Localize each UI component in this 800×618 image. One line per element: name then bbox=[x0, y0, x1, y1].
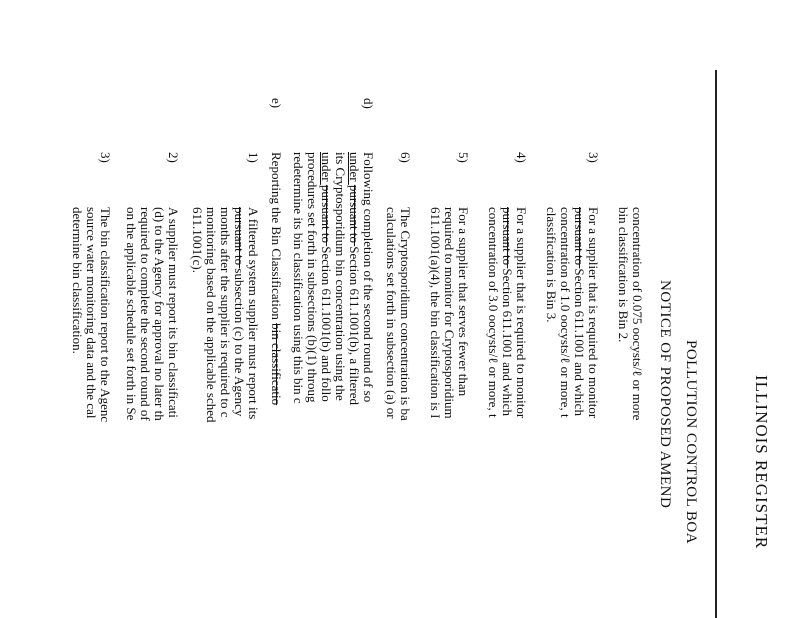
text-line: A filtered system supplier must report its bbox=[246, 207, 261, 420]
section-label: e) bbox=[269, 98, 284, 109]
text-line: its Cryptosporidium bin concentration using the bbox=[333, 152, 348, 401]
text-line: For a supplier that is required to monitor bbox=[514, 207, 529, 419]
text-line: For a supplier that serves fewer than bbox=[456, 207, 471, 397]
text-line: under pursuant to Section 611.1001(b), a filtered bbox=[347, 152, 362, 405]
text-line: on the applicable schedule set forth in Se bbox=[124, 207, 139, 421]
header-rule bbox=[715, 70, 717, 618]
text-line: concentration of 1.0 oocysts/ℓ or more, t bbox=[558, 207, 573, 418]
text-line: determine bin classification. bbox=[70, 207, 85, 354]
item-label: 2) bbox=[166, 152, 181, 163]
text-line: concentration of 3.0 oocysts/ℓ or more, t bbox=[486, 207, 501, 418]
text-line: pursuant to Section 611.1001 and which bbox=[500, 207, 515, 416]
register-header: ILLINOIS REGISTER bbox=[752, 375, 771, 550]
section-heading: Reporting the Bin Classification bin classificatio bbox=[269, 152, 284, 406]
text-line: required to complete the second round of bbox=[138, 207, 153, 421]
text-line: classification is Bin 3. bbox=[544, 207, 559, 323]
text-line: Following completion of the second round of so bbox=[361, 152, 376, 403]
text-line: For a supplier that is required to monitor bbox=[586, 207, 601, 419]
text-line: bin classification is Bin 2. bbox=[616, 207, 631, 343]
item-label: 6) bbox=[398, 152, 413, 163]
text-line: pursuant to Section 611.1001 and which bbox=[572, 207, 587, 416]
text-line: A supplier must report its bin classificati bbox=[166, 207, 181, 418]
text-line: procedures set forth in subsections (b)(1) throug bbox=[305, 152, 320, 403]
text-line: pursuant to subsection (c) to the Agency bbox=[232, 207, 247, 417]
item-label: 1) bbox=[246, 152, 261, 163]
item-label: 5) bbox=[456, 152, 471, 163]
text-line: monitoring based on the applicable sched bbox=[204, 207, 219, 423]
text-line: under pursuant to Section 611.1001(b) and follo bbox=[319, 152, 334, 402]
text-line: (d) to the Agency for approval no later th bbox=[152, 207, 167, 421]
text-line: 611.1001(c). bbox=[190, 207, 205, 273]
item-label: 3) bbox=[586, 152, 601, 163]
text-line: source water monitoring data and the cal bbox=[84, 207, 99, 419]
text-line: calculations set forth in subsection (a) or bbox=[384, 207, 399, 419]
item-label: 3) bbox=[98, 152, 113, 163]
text-line: months after the supplier is required to c bbox=[218, 207, 233, 418]
text-line: concentration of 0.075 oocysts/ℓ or more bbox=[630, 207, 645, 421]
text-line: The bin classification report to the Agenc bbox=[98, 207, 113, 423]
text-line: The Cryptosporidium concentration is ba bbox=[398, 207, 413, 421]
text-line: 611.1001(a)(4), the bin classification is I bbox=[428, 207, 443, 419]
section-label: d) bbox=[361, 98, 376, 109]
board-header: POLLUTION CONTROL BOA bbox=[683, 340, 699, 545]
text-line: redetermine its bin classification using this bin c bbox=[291, 152, 306, 404]
item-label: 4) bbox=[514, 152, 529, 163]
text-line: required to monitor for Cryptosporidium bbox=[442, 207, 457, 419]
notice-header: NOTICE OF PROPOSED AMEND bbox=[657, 280, 673, 509]
